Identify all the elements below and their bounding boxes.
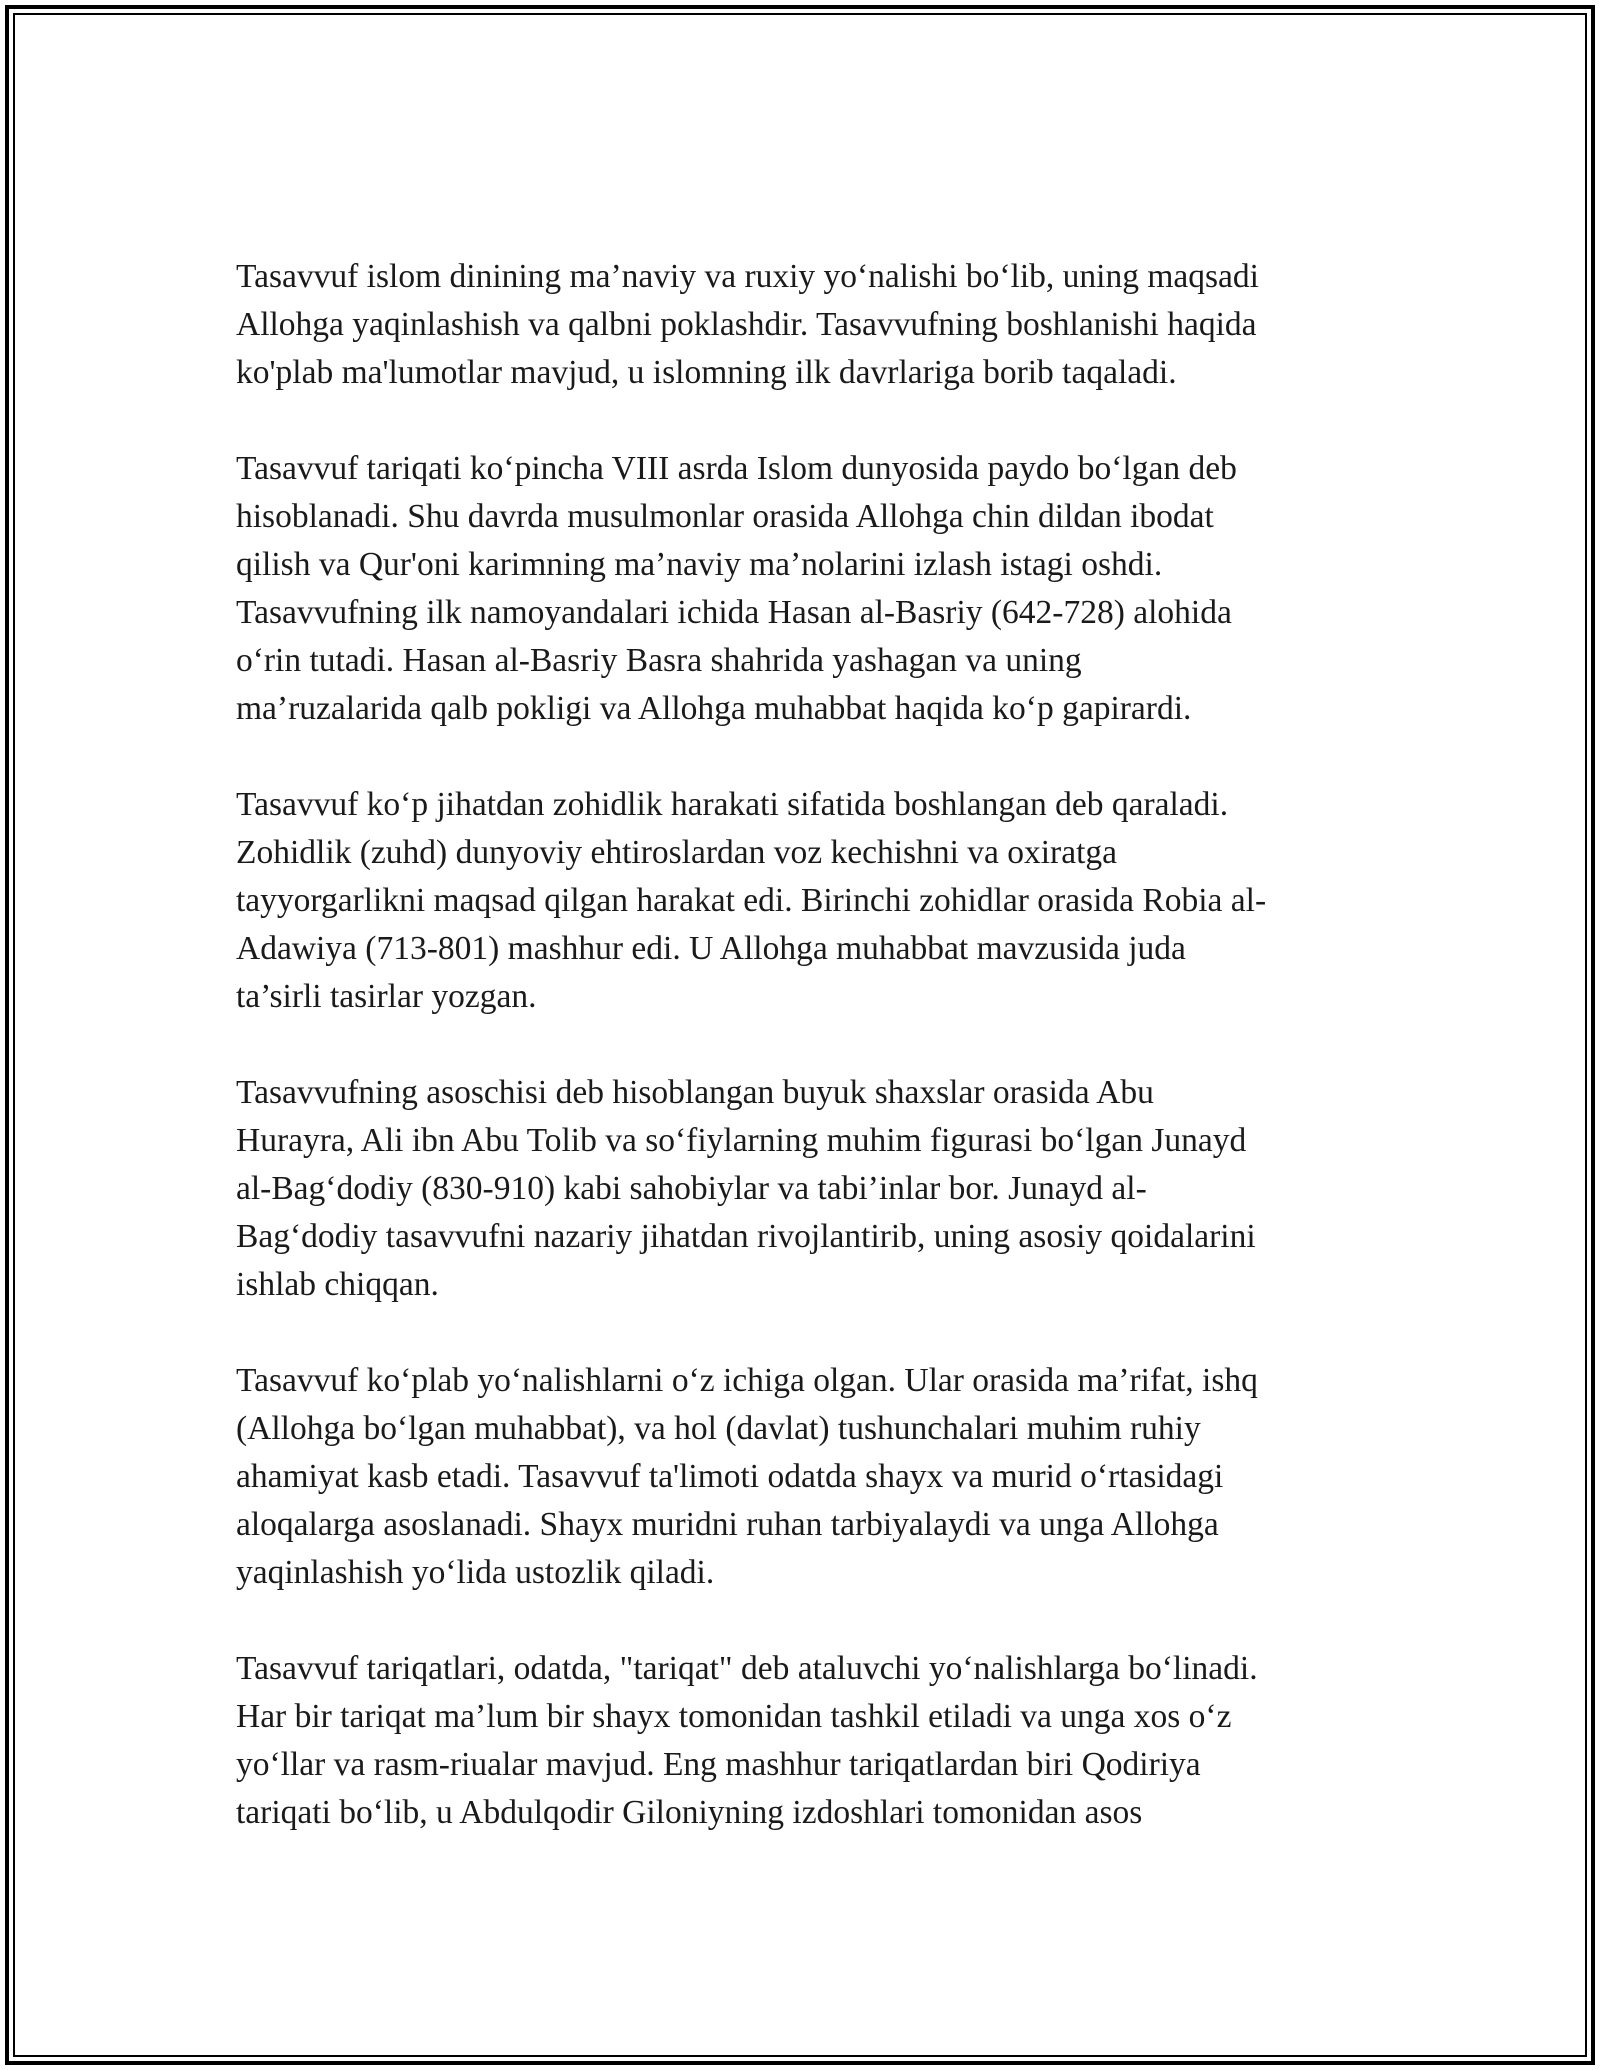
text-line: Allohga yaqinlashish va qalbni poklashdir. Tasavvufning boshlanishi haqida [236,306,1257,343]
text-line: Tasavvuf ko‘p jihatdan zohidlik harakati sifatida boshlangan deb qaraladi. [236,786,1229,823]
text-line: ahamiyat kasb etadi. Tasavvuf ta'limoti odatda shayx va murid o‘rtasidagi [236,1458,1224,1495]
text-line: yaqinlashish yo‘lida ustozlik qiladi. [236,1554,715,1591]
text-line: (Allohga bo‘lgan muhabbat), va hol (davlat) tushunchalari muhim ruhiy [236,1410,1201,1447]
text-line: yo‘llar va rasm-riualar mavjud. Eng mashhur tariqatlardan biri Qodiriya [236,1746,1201,1783]
text-line: Tasavvuf islom dinining ma’naviy va ruxiy yo‘nalishi bo‘lib, uning maqsadi [236,258,1259,295]
text-line: ishlab chiqqan. [236,1266,439,1303]
text-line: qilish va Qur'oni karimning ma’naviy ma’nolarini izlash istagi oshdi. [236,546,1163,583]
text-line: Tasavvuf tariqatlari, odatda, "tariqat" deb ataluvchi yo‘nalishlarga bo‘linadi. [236,1650,1258,1687]
paragraph [236,781,1386,1021]
text-line: tayyorgarlikni maqsad qilgan harakat edi. Birinchi zohidlar orasida Robia al- [236,882,1267,919]
text-line: Har bir tariqat ma’lum bir shayx tomonidan tashkil etiladi va unga xos o‘z [236,1698,1232,1735]
text-line: o‘rin tutadi. Hasan al-Basriy Basra shahrida yashagan va uning [236,642,1082,679]
text-line: Adawiya (713-801) mashhur edi. U Allohga muhabbat mavzusida juda [236,930,1186,967]
text-line: Tasavvufning asoschisi deb hisoblangan buyuk shaxslar orasida Abu [236,1074,1154,1111]
paragraph [236,1069,1386,1309]
paragraph [236,1357,1386,1597]
text-line: aloqalarga asoslanadi. Shayx muridni ruhan tarbiyalaydi va unga Allohga [236,1506,1219,1543]
text-line: Tasavvuf tariqati ko‘pincha VIII asrda Islom dunyosida paydo bo‘lgan deb [236,450,1237,487]
text-line: tariqati bo‘lib, u Abdulqodir Giloniyning izdoshlari tomonidan asos [236,1794,1143,1831]
text-line: Tasavvufning ilk namoyandalari ichida Hasan al-Basriy (642-728) alohida [236,594,1232,631]
text-line: hisoblanadi. Shu davrda musulmonlar orasida Allohga chin dildan ibodat [236,498,1214,535]
text-line: ko'plab ma'lumotlar mavjud, u islomning ilk davrlariga borib taqaladi. [236,354,1177,391]
text-line: Bag‘dodiy tasavvufni nazariy jihatdan rivojlantirib, uning asosiy qoidalarini [236,1218,1256,1255]
document-body [236,253,1386,1885]
paragraph [236,1645,1386,1837]
paragraph [236,445,1386,733]
paragraph [236,253,1386,397]
text-line: ta’sirli tasirlar yozgan. [236,978,537,1015]
text-line: Tasavvuf ko‘plab yo‘nalishlarni o‘z ichiga olgan. Ular orasida ma’rifat, ishq [236,1362,1258,1399]
text-line: al-Bag‘dodiy (830-910) kabi sahobiylar va tabi’inlar bor. Junayd al- [236,1170,1147,1207]
text-line: Zohidlik (zuhd) dunyoviy ehtiroslardan voz kechishni va oxiratga [236,834,1118,871]
text-line: Hurayra, Ali ibn Abu Tolib va so‘fiylarning muhim figurasi bo‘lgan Junayd [236,1122,1247,1159]
text-line: ma’ruzalarida qalb pokligi va Allohga muhabbat haqida ko‘p gapirardi. [236,690,1192,727]
